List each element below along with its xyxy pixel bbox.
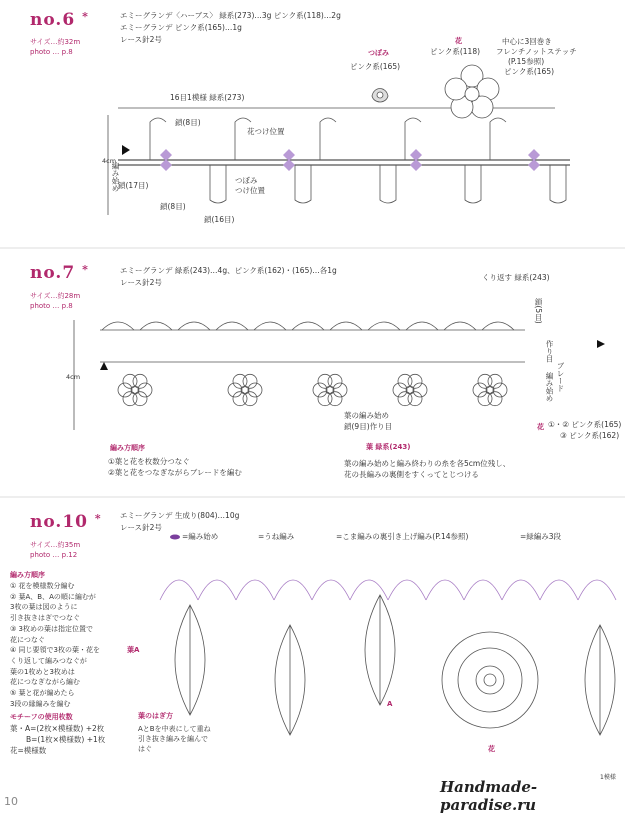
drop-loop bbox=[550, 165, 566, 203]
order-step: ② 葉A、B、Aの順に編むが bbox=[10, 592, 96, 601]
arch bbox=[444, 322, 476, 330]
edging-10 bbox=[160, 580, 616, 735]
repeat-label-7: くり返す 緑系(243) bbox=[482, 273, 550, 282]
edge-arc bbox=[312, 580, 350, 600]
legend-line: =緑編み3段 bbox=[520, 532, 562, 541]
photo-ref-10: photo … p.12 bbox=[30, 551, 78, 559]
pattern-title-10: no.10 * bbox=[30, 512, 102, 532]
order-step: 引き抜きはぎでつなぐ bbox=[10, 614, 80, 623]
chain8-label: 鎖(8目) bbox=[175, 118, 201, 127]
materials-6a: エミーグランデ〈ハーブス〉 緑系(273)…3g ピンク系(118)…2g bbox=[120, 11, 341, 20]
leaf-start-2: 鎖(9目)作り目 bbox=[344, 422, 393, 431]
order-step: くり返して編みつなぐが bbox=[10, 656, 87, 665]
flower-title-6: 花 bbox=[455, 37, 462, 45]
bud-pos-label-2: つけ位置 bbox=[235, 186, 265, 195]
size-10: サイズ…約35m bbox=[30, 541, 81, 549]
chain16-label: 鎖(16目) bbox=[204, 215, 235, 224]
arch bbox=[254, 322, 286, 330]
order-step: ③ 3枚めの葉は指定位置で bbox=[10, 624, 93, 633]
leaf-start-1: 葉の編み始め bbox=[344, 411, 389, 420]
picot-loop bbox=[490, 118, 506, 160]
edge-arc bbox=[160, 580, 198, 600]
legend-pull2: =こま編みの裏引き上げ編み(P.14参照) bbox=[336, 532, 469, 541]
hook-10: レース針2号 bbox=[120, 523, 162, 532]
center-note-3: (P.15参照) bbox=[508, 57, 545, 66]
arch bbox=[406, 322, 438, 330]
braid-7 bbox=[74, 320, 525, 430]
order-step: 3段の縁編みを編む bbox=[10, 699, 71, 708]
order-7-2: ②葉と花をつなぎながらブレードを編む bbox=[108, 468, 242, 477]
order-step: 3枚の葉は図のように bbox=[10, 603, 78, 612]
pattern-title-7: no.7 * bbox=[30, 263, 89, 283]
flower-color-6: ピンク系(118) bbox=[430, 47, 481, 56]
arch bbox=[482, 322, 514, 330]
motif-line-3: 花=模様数 bbox=[10, 746, 47, 755]
edge-arc bbox=[198, 580, 236, 600]
drop-loop bbox=[465, 165, 481, 203]
hook-6: レース針2号 bbox=[120, 35, 162, 44]
chain5-label: 鎖(5目) bbox=[534, 298, 543, 324]
order-step: ⑤ 葉と花が編めたら bbox=[10, 689, 75, 698]
edge-arc bbox=[502, 580, 540, 600]
motif-flower bbox=[118, 374, 152, 405]
repeat-mark: 1模様 bbox=[600, 774, 616, 781]
bud-title: つぼみ bbox=[368, 49, 389, 57]
arch bbox=[216, 322, 248, 330]
join-1: AとBを中表にして重ね bbox=[138, 725, 211, 733]
order-title-10: 編み方順序 bbox=[10, 571, 45, 579]
picot-loop bbox=[235, 118, 251, 160]
materials-7: エミーグランデ 緑系(243)…4g、ピンク系(162)・(165)…各1g bbox=[120, 266, 337, 275]
legend-pull: =うね編み bbox=[258, 532, 295, 541]
materials-10: エミーグランデ 生成り(804)…10g bbox=[120, 511, 240, 520]
height-label-7: 4cm bbox=[66, 373, 81, 381]
center-note-2: フレンチノットステッチ bbox=[496, 47, 577, 56]
order-7-1: ①葉と花を枚数分つなぐ bbox=[108, 457, 190, 466]
note-7-2: 花の長編みの裏側をすくってとじつける bbox=[344, 470, 479, 479]
photo-ref-6: photo … p.8 bbox=[30, 48, 73, 56]
order-step: 花につなぐ bbox=[10, 635, 45, 644]
leaf-motif bbox=[275, 625, 305, 735]
center-note-1: 中心に3回巻き bbox=[502, 37, 552, 46]
drop-loop bbox=[295, 165, 311, 203]
size-6: サイズ…約32m bbox=[30, 38, 81, 46]
height-label-6: 4cm bbox=[102, 157, 117, 165]
leaf-a-label: 葉A bbox=[127, 646, 140, 654]
photo-ref-7: photo … p.8 bbox=[30, 302, 73, 310]
edge-arc bbox=[464, 580, 502, 600]
motif-flower bbox=[473, 374, 507, 405]
materials-6b: エミーグランデ ピンク系(165)…1g bbox=[120, 23, 242, 32]
edge-arc bbox=[236, 580, 274, 600]
leaf-a2-label: A bbox=[387, 700, 393, 708]
join-title: 葉のはぎ方 bbox=[138, 712, 173, 720]
start-label-7: 編み始め bbox=[545, 372, 554, 402]
bud-pos-label-1: つぼみ bbox=[235, 176, 258, 185]
leaf-motif bbox=[365, 595, 395, 705]
order-step: ① 花を模様数分編む bbox=[10, 582, 75, 590]
motif-flower bbox=[228, 374, 262, 405]
legend-start: =編み始め bbox=[182, 532, 219, 541]
flower-pos-label: 花つけ位置 bbox=[247, 127, 285, 136]
arch bbox=[140, 322, 172, 330]
edge-arc bbox=[350, 580, 388, 600]
edge-arc bbox=[426, 580, 464, 600]
drop-loop bbox=[380, 165, 396, 203]
arch bbox=[368, 322, 400, 330]
chain8b-label: 鎖(8目) bbox=[160, 202, 186, 211]
edge-arc bbox=[274, 580, 312, 600]
flower-label-7: 花 bbox=[537, 423, 544, 431]
pattern-title-6: no.6 * bbox=[30, 10, 89, 30]
bud-diagram bbox=[372, 89, 388, 103]
center-note-4: ピンク系(165) bbox=[504, 67, 555, 76]
join-2: 引き抜き編みを編んで bbox=[138, 735, 208, 743]
motif-flower bbox=[313, 374, 347, 405]
edge-arc bbox=[578, 580, 616, 600]
chain17-label: 鎖(17目) bbox=[118, 181, 149, 190]
leaf-color-7: 葉 緑系(243) bbox=[366, 443, 411, 451]
picot-loop bbox=[320, 118, 336, 160]
arch bbox=[292, 322, 324, 330]
order-title-7: 編み方順序 bbox=[110, 444, 145, 452]
page-number: 10 bbox=[4, 795, 18, 808]
braid-6 bbox=[108, 108, 570, 215]
join-3: はぐ bbox=[138, 745, 152, 753]
edge-arc bbox=[540, 580, 578, 600]
start-label-6: 編み始め bbox=[111, 162, 120, 192]
hook-7: レース針2号 bbox=[120, 278, 162, 287]
drop-loop bbox=[210, 165, 226, 203]
order-step: 花につなぎながら編む bbox=[10, 678, 80, 687]
leaf-motif bbox=[585, 625, 615, 735]
braid-label: ブレード bbox=[556, 362, 565, 392]
edge-arc bbox=[388, 580, 426, 600]
watermark: Handmade-paradise.ru bbox=[440, 778, 538, 814]
flower-diagram-6 bbox=[445, 65, 499, 118]
repeat-label-6: 16目1模様 緑系(273) bbox=[170, 93, 245, 102]
order-step: ④ 同じ要領で3枚の葉・花を bbox=[10, 646, 100, 655]
flower-label-10: 花 bbox=[488, 745, 495, 753]
leaf-motif bbox=[175, 605, 205, 715]
motif-line-1: 葉・A=(2枚×模様数) +2枚 bbox=[10, 724, 105, 733]
make-label: 作り目 bbox=[545, 340, 554, 363]
note-7-1: 葉の編み始めと編み終わりの糸を各5cm位残し、 bbox=[344, 459, 511, 468]
flower-color-7b: ③ ピンク系(162) bbox=[560, 431, 620, 440]
arch bbox=[102, 322, 134, 330]
order-step: 葉の1枚めと3枚めは bbox=[10, 667, 75, 676]
motif-flower bbox=[393, 374, 427, 405]
arch bbox=[330, 322, 362, 330]
flower-color-7a: ①・② ピンク系(165) bbox=[548, 420, 622, 429]
bud-color: ピンク系(165) bbox=[350, 62, 401, 71]
motif-title: モチーフの使用枚数 bbox=[10, 713, 73, 721]
motif-line-2: B=(1枚×模様数) +1枚 bbox=[26, 735, 106, 744]
size-7: サイズ…約28m bbox=[30, 292, 81, 300]
arch bbox=[178, 322, 210, 330]
